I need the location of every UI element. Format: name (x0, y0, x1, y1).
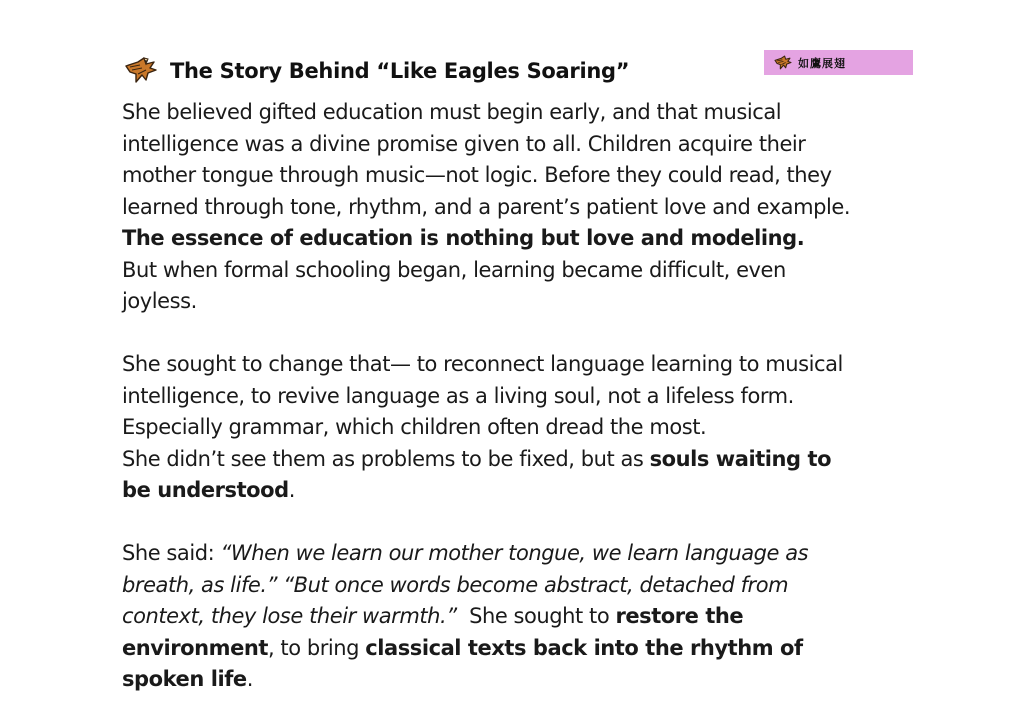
paragraph-line: intelligence, to revive language as a living soul, not a lifeless form. (122, 383, 794, 408)
quote-run: “When we learn our mother tongue, we learn language as (220, 541, 809, 565)
bold-run: be understood (122, 478, 289, 502)
bold-run: environment (122, 635, 268, 660)
paragraph-spacer (122, 318, 942, 350)
bold-run: souls waiting to (649, 446, 832, 471)
paragraph-line (122, 538, 942, 570)
paragraph-line: She sought to change that— to reconnect language learning to musical (122, 352, 843, 376)
text-run: She sought to (456, 604, 616, 628)
page-title: The Story Behind “Like Eagles Soaring” (170, 59, 630, 83)
paragraph-line: Especially grammar, which children often dread the most. (122, 415, 707, 439)
text-run: . (288, 478, 295, 502)
paragraph-line (122, 664, 942, 696)
paragraph-line: mother tongue through music—not logic. Before they could read, they (122, 163, 832, 187)
quote-line: breath, as life.” “But once words become abstract, detached from (122, 572, 789, 597)
text-run: She said: (122, 541, 221, 565)
paragraph-line (122, 601, 942, 633)
bold-run: restore the (615, 604, 744, 628)
paragraph-line: But when formal schooling began, learning became difficult, even (122, 257, 786, 282)
text-run: , to bring (267, 635, 366, 660)
quote-run: context, they lose their warmth.” (122, 604, 457, 628)
paragraph-line (122, 444, 942, 476)
text-run: She didn’t see them as problems to be fixed, but as (122, 446, 650, 471)
eagle-icon (124, 56, 158, 86)
paragraph-line (122, 633, 942, 665)
paragraph-line: intelligence was a divine promise given to all. Children acquire their (122, 131, 806, 156)
essence-statement: The essence of education is nothing but love and modeling. (122, 226, 805, 250)
bold-run: classical texts back into the rhythm of (365, 635, 803, 660)
paragraph-line: learned through tone, rhythm, and a parent’s patient love and example. (122, 194, 851, 219)
story-body (122, 97, 942, 696)
paragraph-spacer (122, 507, 942, 539)
paragraph-line: joyless. (122, 289, 197, 313)
eagle-icon (773, 55, 793, 71)
paragraph-line: She believed gifted education must begin early, and that musical (122, 100, 782, 124)
badge-text: 如鷹展翅 (798, 56, 846, 70)
text-run: . (246, 667, 253, 691)
chinese-title-badge (764, 50, 913, 75)
paragraph-line (122, 475, 942, 507)
bold-run: spoken life (122, 667, 247, 691)
title-row (124, 55, 629, 87)
